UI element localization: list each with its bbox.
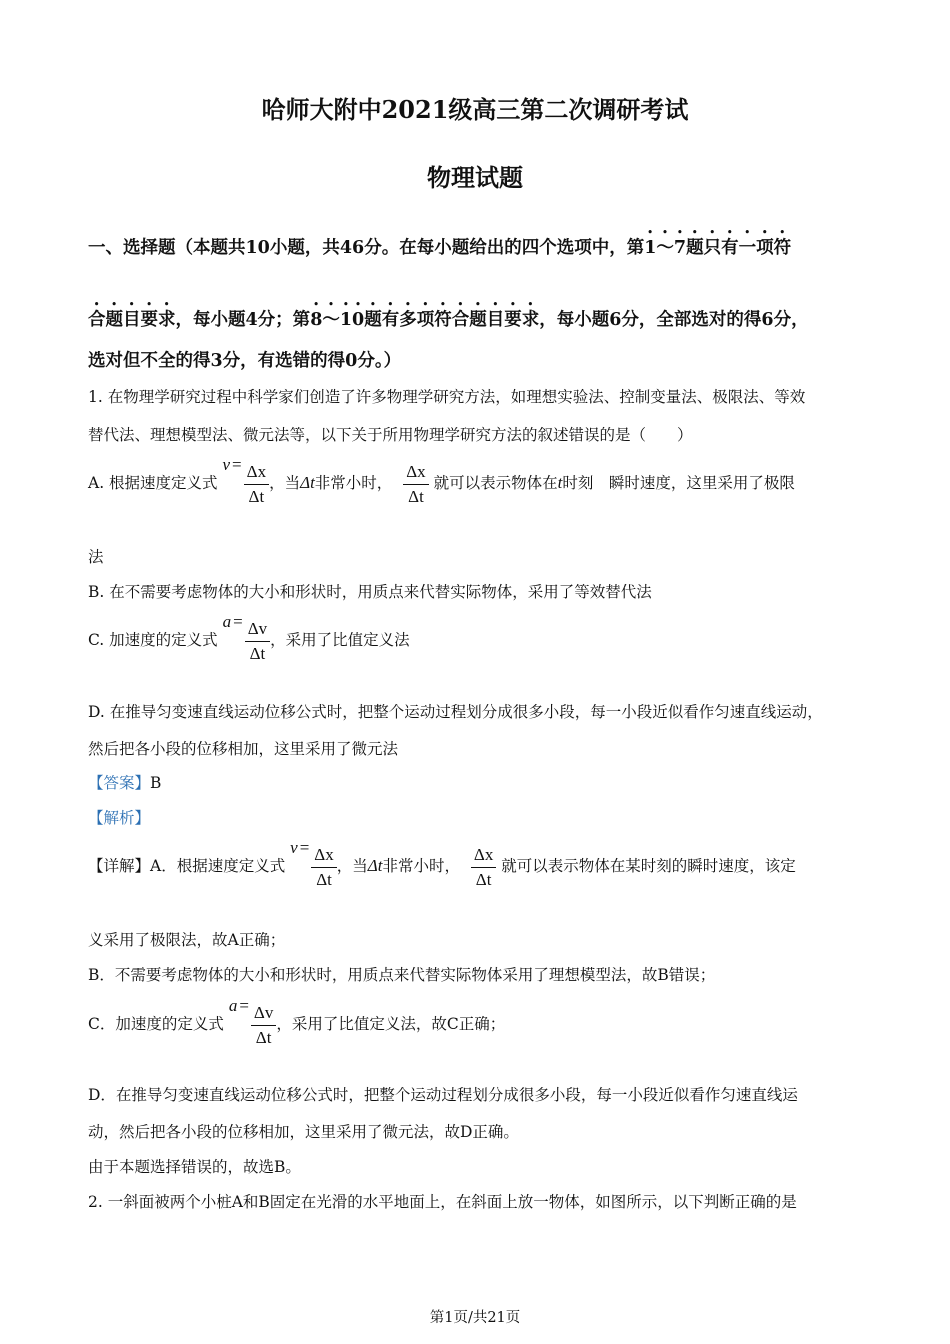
analysis-d-line-2: 动，然后把各小段的位移相加，这里采用了微元法，故D正确。	[88, 1123, 519, 1141]
acceleration-fraction: $\frac{\Delta v}{\Delta t}$	[245, 619, 270, 663]
q1-option-d-line-2: 然后把各小段的位移相加，这里采用了微元法	[88, 740, 399, 758]
dx-dt-fraction: $\frac{\Delta x}{\Delta t}$	[403, 462, 428, 506]
analysis-velocity-fraction: $\frac{\Delta x}{\Delta t}$	[311, 845, 336, 889]
analysis-acceleration-fraction: $\frac{\Delta v}{\Delta t}$	[251, 1003, 276, 1047]
answer-label: 【答案】	[88, 774, 151, 792]
q1-option-b: B. 在不需要考虑物体的大小和形状时，用质点来代替实际物体，采用了等效替代法	[88, 583, 652, 601]
q1-option-c: C. 加速度的定义式 a = $\frac{\Delta v}{\Delta t}$ ，采用了比值定义法	[88, 612, 410, 663]
section-instruction-line-1: 一、选择题（本题共10小题，共46分。在每小题给出的四个选项中，第1～7题只有一项符	[88, 238, 792, 258]
q1-option-d-line-1: D. 在推导匀变速直线运动位移公式时，把整个运动过程划分成很多小段，每一小段近似看作匀速直线运动，	[88, 703, 823, 721]
analysis-a: 【详解】A．根据速度定义式 v = $\frac{\Delta x}{\Delta t}$ ，当Δt非常小时， $\frac{\Delta x}{\Delta t}$ 就可以表示物体在某时刻的瞬时速度，该定	[88, 838, 796, 889]
answer-line	[88, 771, 161, 793]
q2-stem: 2. 一斜面被两个小桩A和B固定在光滑的水平地面上，在斜面上放一物体，如图所示，以下判断正确的是	[88, 1193, 797, 1211]
velocity-fraction: $\frac{\Delta x}{\Delta t}$	[244, 462, 269, 506]
q1-stem-line-2: 替代法、理想模型法、微元法等，以下关于所用物理学研究方法的叙述错误的是（ ）	[88, 426, 693, 444]
exam-subtitle: 物理试题	[427, 163, 523, 192]
analysis-conclusion: 由于本题选择错误的，故选B。	[88, 1158, 301, 1176]
q1-option-a: A. 根据速度定义式 v = $\frac{\Delta x}{\Delta t}$ ，当Δt非常小时， $\frac{\Delta x}{\Delta t}$ 就可以表示物体在t时刻 瞬时速度，这里采用了极限	[88, 455, 795, 506]
exam-title: 哈师大附中2021级高三第二次调研考试	[261, 95, 689, 124]
section-instruction-line-2: 合题目要求，每小题4分；第8～10题有多项符合题目要求，每小题6分，全部选对的得6分，	[88, 310, 809, 330]
analysis-a-tail: 义采用了极限法，故A正确；	[88, 931, 286, 949]
analysis-c: C．加速度的定义式 a = $\frac{\Delta v}{\Delta t}$ ，采用了比值定义法，故C正确；	[88, 996, 506, 1047]
analysis-d-line-1: D．在推导匀变速直线运动位移公式时，把整个运动过程划分成很多小段，每一小段近似看作匀速直线运	[88, 1086, 798, 1104]
analysis-b: B．不需要考虑物体的大小和形状时，用质点来代替实际物体采用了理想模型法，故B错误；	[88, 966, 716, 984]
page-footer: 第1页/共21页	[429, 1310, 521, 1326]
q1-stem-line-1: 1. 在物理学研究过程中科学家们创造了许多物理学研究方法，如理想实验法、控制变量法、极限法、等效	[88, 388, 806, 406]
q1-option-a-tail: 法	[88, 548, 104, 566]
section-instruction-line-3: 选对但不全的得3分，有选错的得0分。）	[88, 351, 402, 371]
analysis-label: 【解析】	[88, 809, 151, 827]
answer-value: B	[150, 774, 162, 792]
analysis-dx-dt-fraction: $\frac{\Delta x}{\Delta t}$	[471, 845, 496, 889]
